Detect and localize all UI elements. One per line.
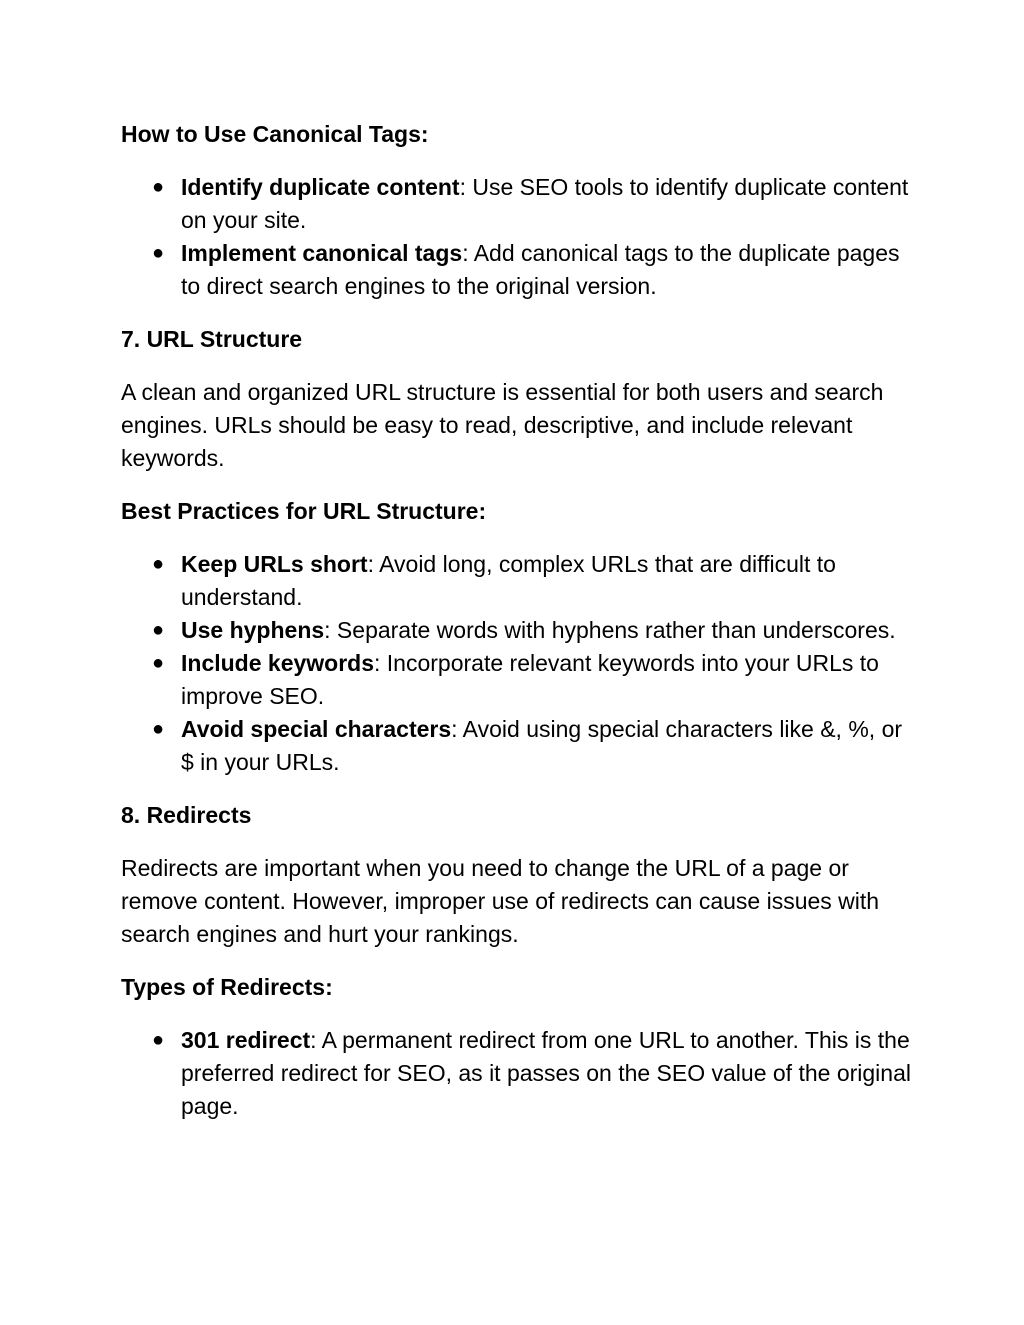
url-best-practices-list [121,548,921,779]
list-item-text: : Avoid long, complex URLs that are difficult to understand. [181,551,836,610]
list-item [121,647,921,713]
list-item-text: : Separate words with hyphens rather than underscores. [324,617,896,643]
list-item [121,614,921,647]
list-item-term: 301 redirect [181,1027,311,1053]
list-item-term: Implement canonical tags [181,240,463,266]
url-structure-paragraph: A clean and organized URL structure is essential for both users and search engines. URLs should be easy to read, descriptive, and include relevant keywords. [121,379,884,471]
bullet-icon: ● [152,553,165,575]
list-item-text: : Add canonical tags to the duplicate pages to direct search engines to the original version. [181,240,900,299]
list-item [121,713,921,779]
list-item-term: Include keywords [181,650,375,676]
bullet-icon: ● [152,242,165,264]
redirects-heading: 8. Redirects [121,802,252,828]
canonical-tags-list [121,171,921,303]
list-item-term: Keep URLs short [181,551,368,577]
canonical-tags-heading: How to Use Canonical Tags: [121,121,429,147]
list-item-term: Avoid special characters [181,716,452,742]
bullet-icon: ● [152,176,165,198]
redirect-types-list [121,1024,921,1123]
list-item-text: : Use SEO tools to identify duplicate content on your site. [181,174,909,233]
bullet-icon: ● [152,652,165,674]
list-item-text: : A permanent redirect from one URL to another. This is the preferred redirect for SEO, as it passes on the SEO value of the original page. [181,1027,911,1119]
url-structure-heading: 7. URL Structure [121,326,303,352]
bullet-icon: ● [152,718,165,740]
url-best-practices-heading: Best Practices for URL Structure: [121,498,487,524]
list-item-text: : Avoid using special characters like &, %, or $ in your URLs. [181,716,903,775]
bullet-icon: ● [152,619,165,641]
list-item-term: Identify duplicate content [181,174,460,200]
list-item-term: Use hyphens [181,617,325,643]
list-item [121,548,921,614]
redirects-paragraph: Redirects are important when you need to change the URL of a page or remove content. However, improper use of redirects can cause issues with search engines and hurt your rankings. [121,855,880,947]
list-item-text: : Incorporate relevant keywords into your URLs to improve SEO. [181,650,879,709]
redirect-types-heading: Types of Redirects: [121,974,333,1000]
list-item [121,171,921,237]
document-page [121,118,921,1123]
list-item [121,237,921,303]
bullet-icon: ● [152,1029,165,1051]
list-item [121,1024,921,1123]
